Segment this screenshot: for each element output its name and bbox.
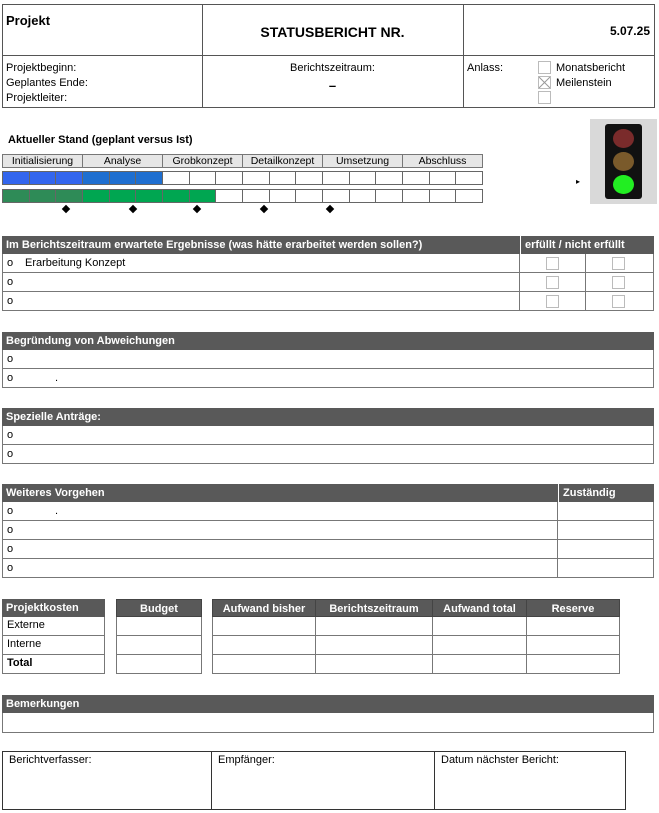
berichtszeitraum-label: Berichtszeitraum: — [290, 62, 375, 74]
kosten-cell[interactable] — [315, 617, 433, 636]
kosten-cell[interactable] — [315, 655, 433, 674]
bullet: o — [7, 353, 14, 365]
kosten-cell[interactable] — [212, 636, 316, 655]
phase-row — [2, 154, 482, 168]
abweichungen-row[interactable] — [2, 369, 654, 388]
stand-title: Aktueller Stand (geplant versus Ist) — [8, 134, 193, 146]
milestone-diamond-icon — [129, 205, 137, 213]
planned-segment — [349, 171, 377, 185]
planned-segment — [55, 171, 83, 185]
green-light-icon — [613, 175, 634, 194]
row-text: . — [55, 505, 59, 517]
planned-segment — [215, 171, 243, 185]
milestone-diamond-icon — [326, 205, 334, 213]
kosten-column-header: Reserve — [526, 599, 620, 617]
actual-progress-row — [2, 189, 482, 203]
bemerkungen-field[interactable] — [2, 713, 654, 733]
kosten-cell[interactable] — [526, 636, 620, 655]
checkbox-erfuellt[interactable] — [546, 276, 559, 289]
checkbox-meilenstein[interactable] — [538, 76, 551, 89]
anlass-label: Anlass: — [467, 62, 504, 74]
bullet: o — [7, 429, 14, 441]
vorgehen-header: Weiteres Vorgehen — [2, 484, 558, 502]
berichtszeitraum-value: – — [328, 78, 337, 93]
abweichungen-row[interactable] — [2, 350, 654, 369]
actual-segment — [162, 189, 190, 203]
traffic-light-body — [605, 124, 642, 199]
vorgehen-row[interactable] — [2, 540, 558, 559]
checkbox-erfuellt[interactable] — [546, 295, 559, 308]
antraege-row[interactable] — [2, 445, 654, 464]
kosten-cell[interactable] — [432, 617, 527, 636]
header-divider-h — [2, 55, 655, 56]
actual-segment — [215, 189, 243, 203]
actual-segment — [269, 189, 297, 203]
footer-divider-2 — [434, 751, 435, 810]
geplantes-ende-label: Geplantes Ende: — [6, 77, 88, 89]
kosten-row-label: Externe — [2, 617, 105, 636]
ergebnisse-row[interactable] — [2, 273, 520, 292]
planned-segment — [2, 171, 30, 185]
kosten-cell[interactable] — [432, 655, 527, 674]
bullet: o — [7, 505, 14, 517]
vorgehen-row[interactable] — [2, 502, 558, 521]
actual-segment — [82, 189, 110, 203]
kosten-cell[interactable] — [315, 636, 433, 655]
zustaendig-header: Zuständig — [558, 484, 654, 502]
milestone-diamond-icon — [260, 205, 268, 213]
planned-segment — [189, 171, 217, 185]
ergebnisse-row[interactable] — [2, 254, 520, 273]
phase-0: Initialisierung — [2, 154, 83, 168]
checkbox-erfuellt[interactable] — [546, 257, 559, 270]
projekt-label: Projekt — [6, 13, 51, 28]
actual-segment — [349, 189, 377, 203]
phase-3: Detailkonzept — [242, 154, 323, 168]
ergebnisse-row[interactable] — [2, 292, 520, 311]
bullet: o — [7, 448, 14, 460]
planned-segment — [242, 171, 270, 185]
vorgehen-extra-cell[interactable] — [558, 559, 654, 578]
yellow-light-icon — [613, 152, 634, 171]
traffic-light — [590, 119, 657, 204]
bullet: o — [7, 372, 14, 384]
planned-segment — [109, 171, 137, 185]
erfuellt-header: erfüllt / nicht erfüllt — [520, 236, 654, 254]
ergebnisse-header: Im Berichtszeitraum erwartete Ergebnisse (was hätte erarbeitet werden sollen?) — [2, 236, 520, 254]
actual-segment — [402, 189, 430, 203]
milestone-diamond-icon — [62, 205, 70, 213]
actual-segment — [135, 189, 163, 203]
phase-2: Grobkonzept — [162, 154, 243, 168]
kosten-cell[interactable] — [432, 636, 527, 655]
projektbeginn-label: Projektbeginn: — [6, 62, 77, 74]
checkbox-third-option[interactable] — [538, 91, 551, 104]
kosten-cell[interactable] — [526, 655, 620, 674]
antraege-row[interactable] — [2, 426, 654, 445]
actual-segment — [29, 189, 57, 203]
planned-segment — [82, 171, 110, 185]
kosten-column-header: Berichtszeitraum — [315, 599, 433, 617]
actual-segment — [322, 189, 350, 203]
budget-cell[interactable] — [116, 636, 202, 655]
bemerkungen-header: Bemerkungen — [2, 695, 654, 713]
planned-segment — [162, 171, 190, 185]
actual-segment — [429, 189, 457, 203]
actual-segment — [2, 189, 30, 203]
planned-progress-row — [2, 171, 482, 185]
red-light-icon — [613, 129, 634, 148]
bullet: o — [7, 257, 14, 269]
budget-cell[interactable] — [116, 655, 202, 674]
planned-segment — [322, 171, 350, 185]
bullet: o — [7, 295, 14, 307]
header-divider-v2 — [463, 4, 464, 108]
option-monatsbericht-label: Monatsbericht — [556, 62, 626, 74]
option-meilenstein-label: Meilenstein — [556, 77, 612, 89]
checkbox-monatsbericht[interactable] — [538, 61, 551, 74]
planned-segment — [429, 171, 457, 185]
vorgehen-extra-cell[interactable] — [558, 521, 654, 540]
actual-segment — [295, 189, 323, 203]
vorgehen-extra-cell[interactable] — [558, 502, 654, 521]
row-text: . — [55, 372, 59, 384]
kosten-row-label: Interne — [2, 636, 105, 655]
vorgehen-extra-cell[interactable] — [558, 540, 654, 559]
check-x-icon — [539, 77, 550, 88]
planned-segment — [269, 171, 297, 185]
milestone-row — [2, 205, 482, 215]
checkbox-nicht-erfuellt[interactable] — [612, 276, 625, 289]
projektleiter-label: Projektleiter: — [6, 92, 68, 104]
abweichungen-header: Begründung von Abweichungen — [2, 332, 654, 350]
footer-divider-1 — [211, 751, 212, 810]
berichtverfasser-label: Berichtverfasser: — [9, 754, 92, 766]
bullet: o — [7, 524, 14, 536]
report-date: 5.07.25 — [609, 24, 650, 38]
row-text: Erarbeitung Konzept — [25, 257, 126, 269]
actual-segment — [189, 189, 217, 203]
kosten-cell[interactable] — [526, 617, 620, 636]
naechster-bericht-label: Datum nächster Bericht: — [441, 754, 559, 766]
bullet: o — [7, 562, 14, 574]
actual-segment — [375, 189, 403, 203]
phase-1: Analyse — [82, 154, 163, 168]
planned-segment — [455, 171, 483, 185]
budget-cell[interactable] — [116, 617, 202, 636]
planned-segment — [135, 171, 163, 185]
planned-segment — [295, 171, 323, 185]
page-title: STATUSBERICHT NR. — [260, 24, 405, 40]
phase-4: Umsetzung — [322, 154, 403, 168]
planned-segment — [402, 171, 430, 185]
bullet: o — [7, 543, 14, 555]
projektkosten-header: Projektkosten — [2, 599, 105, 617]
bullet: o — [7, 276, 14, 288]
kosten-column-header: Aufwand total — [432, 599, 527, 617]
checkbox-nicht-erfuellt[interactable] — [612, 295, 625, 308]
phase-5: Abschluss — [402, 154, 483, 168]
kosten-column-header: Aufwand bisher — [212, 599, 316, 617]
actual-segment — [55, 189, 83, 203]
milestone-diamond-icon — [193, 205, 201, 213]
ampel-arrow-icon: ▸ — [576, 177, 581, 186]
kosten-cell[interactable] — [212, 617, 316, 636]
antraege-header: Spezielle Anträge: — [2, 408, 654, 426]
empfaenger-label: Empfänger: — [218, 754, 275, 766]
planned-segment — [375, 171, 403, 185]
kosten-cell[interactable] — [212, 655, 316, 674]
planned-segment — [29, 171, 57, 185]
checkbox-nicht-erfuellt[interactable] — [612, 257, 625, 270]
kosten-row-label: Total — [2, 655, 105, 674]
actual-segment — [242, 189, 270, 203]
actual-segment — [109, 189, 137, 203]
budget-header: Budget — [116, 599, 202, 617]
vorgehen-row[interactable] — [2, 521, 558, 540]
actual-segment — [455, 189, 483, 203]
vorgehen-row[interactable] — [2, 559, 558, 578]
